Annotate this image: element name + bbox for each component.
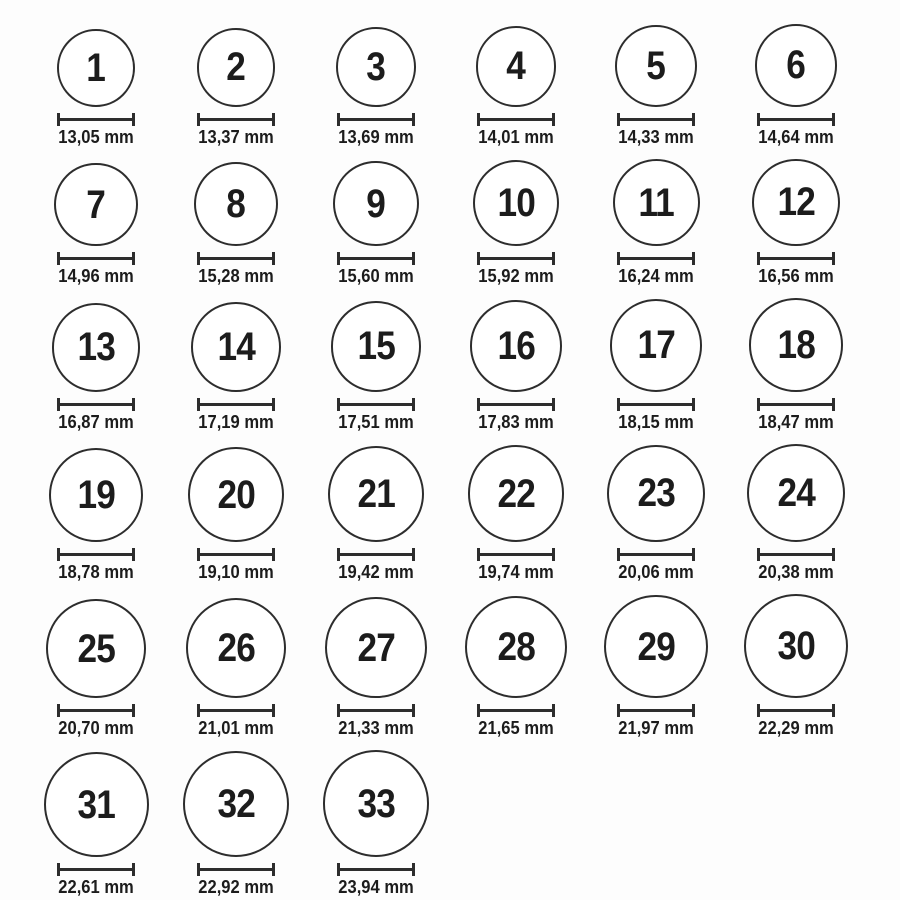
ring-size-cell [306, 446, 446, 582]
ring-size-circle [749, 298, 842, 391]
ring-size-number: 18 [777, 323, 815, 368]
diameter-measure-line [757, 704, 835, 717]
ring-size-number: 5 [646, 43, 666, 88]
size-row [26, 444, 900, 583]
diameter-measure-line [337, 398, 415, 411]
ring-size-circle [44, 752, 149, 857]
diameter-measure-line [617, 113, 695, 126]
ring-size-circle [747, 444, 846, 543]
diameter-measure-line [477, 548, 555, 561]
ring-size-number: 9 [366, 181, 386, 226]
ring-size-circle [752, 159, 840, 247]
ring-size-circle [744, 594, 848, 698]
diameter-measure-line [617, 548, 695, 561]
ring-size-cell [726, 24, 866, 147]
diameter-label: 13,37 mm [198, 126, 274, 147]
diameter-label: 22,92 mm [198, 877, 274, 898]
ring-size-circle [470, 300, 562, 392]
ring-size-cell [26, 303, 166, 432]
ring-size-cell [586, 159, 726, 286]
diameter-label: 16,87 mm [58, 411, 134, 432]
ring-size-cell [166, 28, 306, 147]
ring-size-circle [465, 596, 567, 698]
diameter-measure-line [337, 252, 415, 265]
ring-size-number: 17 [637, 323, 675, 368]
ring-size-number: 8 [226, 182, 246, 227]
ring-size-number: 1 [86, 45, 106, 90]
ring-size-circle [610, 299, 702, 391]
ring-size-number: 14 [217, 324, 255, 369]
diameter-label: 13,05 mm [58, 126, 134, 147]
size-row [26, 750, 900, 897]
ring-size-cell [166, 302, 306, 432]
diameter-measure-line [337, 548, 415, 561]
ring-size-number: 11 [638, 180, 674, 225]
ring-size-number: 21 [357, 472, 395, 517]
ring-size-circle [197, 28, 276, 107]
ring-size-number: 15 [357, 324, 395, 369]
diameter-measure-line [197, 398, 275, 411]
ring-size-cell [26, 29, 166, 147]
ring-size-number: 6 [786, 43, 806, 88]
ring-size-number: 7 [86, 182, 106, 227]
ring-size-circle [323, 750, 430, 857]
diameter-measure-line [57, 113, 135, 126]
diameter-label: 17,19 mm [198, 411, 274, 432]
ring-size-number: 33 [357, 781, 395, 826]
ring-size-cell [166, 447, 306, 582]
ring-size-cell [586, 299, 726, 431]
ring-size-circle [186, 598, 287, 699]
diameter-measure-line [57, 252, 135, 265]
ring-size-cell [446, 160, 586, 286]
ring-size-number: 30 [777, 624, 815, 669]
ring-size-number: 24 [777, 471, 815, 516]
diameter-label: 21,01 mm [198, 718, 274, 739]
diameter-label: 14,01 mm [478, 126, 554, 147]
ring-size-number: 3 [366, 44, 386, 89]
ring-size-cell [306, 750, 446, 897]
ring-size-cell [446, 445, 586, 582]
diameter-measure-line [617, 704, 695, 717]
ring-size-cell [306, 27, 446, 147]
ring-size-circle [57, 29, 135, 107]
ring-size-circle [54, 163, 137, 246]
ring-size-cell [26, 752, 166, 897]
diameter-label: 18,78 mm [58, 562, 134, 583]
ring-size-number: 4 [506, 44, 526, 89]
ring-size-cell [446, 300, 586, 432]
diameter-measure-line [337, 113, 415, 126]
ring-size-circle [613, 159, 700, 246]
ring-size-circle [615, 25, 697, 107]
ring-size-cell [446, 596, 586, 738]
ring-size-circle [46, 599, 146, 699]
ring-size-number: 19 [77, 473, 115, 518]
diameter-label: 19,42 mm [338, 562, 414, 583]
diameter-measure-line [337, 704, 415, 717]
size-row [26, 159, 900, 287]
ring-size-circle [52, 303, 141, 392]
diameter-label: 16,24 mm [618, 266, 694, 287]
diameter-label: 14,33 mm [618, 126, 694, 147]
diameter-measure-line [617, 398, 695, 411]
ring-size-circle [333, 161, 418, 246]
diameter-label: 15,92 mm [478, 266, 554, 287]
ring-size-number: 29 [637, 624, 675, 669]
diameter-label: 20,70 mm [58, 718, 134, 739]
ring-size-circle [607, 445, 705, 543]
diameter-measure-line [757, 548, 835, 561]
ring-size-circle [476, 26, 557, 107]
diameter-label: 14,96 mm [58, 266, 134, 287]
ring-size-cell [166, 598, 306, 739]
ring-size-circle [755, 24, 838, 107]
ring-size-cell [166, 162, 306, 286]
ring-size-number: 26 [217, 626, 255, 671]
ring-size-number: 22 [497, 471, 535, 516]
ring-size-number: 13 [77, 325, 115, 370]
ring-size-cell [586, 445, 726, 583]
size-row [26, 594, 900, 738]
ring-size-cell [726, 159, 866, 287]
diameter-label: 21,65 mm [478, 718, 554, 739]
size-row [26, 24, 900, 147]
diameter-measure-line [57, 548, 135, 561]
ring-size-circle [191, 302, 281, 392]
ring-size-cell [306, 161, 446, 286]
diameter-measure-line [197, 252, 275, 265]
ring-size-number: 2 [226, 45, 246, 90]
diameter-measure-line [477, 704, 555, 717]
ring-size-number: 10 [497, 181, 535, 226]
diameter-label: 13,69 mm [338, 126, 414, 147]
diameter-label: 22,61 mm [58, 877, 134, 898]
diameter-label: 20,38 mm [758, 562, 834, 583]
diameter-label: 19,74 mm [478, 562, 554, 583]
diameter-measure-line [617, 252, 695, 265]
diameter-label: 17,51 mm [338, 411, 414, 432]
ring-size-circle [468, 445, 565, 542]
ring-size-circle [473, 160, 559, 246]
ring-size-number: 23 [637, 471, 675, 516]
ring-size-circle [604, 595, 707, 698]
ring-size-cell [586, 25, 726, 147]
diameter-label: 15,28 mm [198, 266, 274, 287]
diameter-measure-line [757, 252, 835, 265]
diameter-measure-line [477, 398, 555, 411]
diameter-measure-line [197, 863, 275, 876]
ring-size-number: 28 [497, 625, 535, 670]
diameter-measure-line [477, 113, 555, 126]
diameter-label: 17,83 mm [478, 411, 554, 432]
diameter-label: 14,64 mm [758, 126, 834, 147]
diameter-measure-line [197, 113, 275, 126]
ring-size-number: 12 [777, 180, 815, 225]
size-row [26, 298, 900, 431]
diameter-measure-line [197, 704, 275, 717]
ring-size-circle [188, 447, 283, 542]
ring-size-circle [183, 751, 289, 857]
ring-size-circle [49, 448, 143, 542]
ring-size-cell [586, 595, 726, 738]
ring-size-cell [306, 597, 446, 738]
diameter-measure-line [57, 704, 135, 717]
ring-size-cell [446, 26, 586, 147]
ring-size-circle [325, 597, 426, 698]
ring-size-circle [336, 27, 416, 107]
diameter-label: 15,60 mm [338, 266, 414, 287]
diameter-measure-line [757, 113, 835, 126]
ring-size-circle [328, 446, 424, 542]
diameter-measure-line [197, 548, 275, 561]
diameter-measure-line [57, 863, 135, 876]
ring-size-number: 31 [77, 782, 115, 827]
ring-size-cell [26, 448, 166, 582]
ring-size-cell [166, 751, 306, 897]
diameter-measure-line [477, 252, 555, 265]
ring-size-cell [726, 594, 866, 738]
diameter-label: 21,97 mm [618, 718, 694, 739]
diameter-label: 20,06 mm [618, 562, 694, 583]
ring-size-number: 25 [77, 626, 115, 671]
diameter-label: 18,15 mm [618, 411, 694, 432]
ring-size-number: 16 [497, 323, 535, 368]
ring-size-cell [726, 444, 866, 583]
diameter-measure-line [337, 863, 415, 876]
ring-size-circle [331, 301, 422, 392]
diameter-label: 19,10 mm [198, 562, 274, 583]
diameter-label: 22,29 mm [758, 718, 834, 739]
diameter-label: 16,56 mm [758, 266, 834, 287]
ring-size-circle [194, 162, 278, 246]
diameter-label: 23,94 mm [338, 877, 414, 898]
ring-size-cell [306, 301, 446, 432]
ring-size-number: 27 [357, 625, 395, 670]
diameter-label: 21,33 mm [338, 718, 414, 739]
ring-size-cell [26, 599, 166, 739]
diameter-measure-line [57, 398, 135, 411]
ring-size-cell [726, 298, 866, 431]
diameter-measure-line [757, 398, 835, 411]
ring-size-number: 20 [217, 472, 255, 517]
diameter-label: 18,47 mm [758, 411, 834, 432]
ring-size-cell [26, 163, 166, 286]
ring-size-number: 32 [217, 782, 255, 827]
